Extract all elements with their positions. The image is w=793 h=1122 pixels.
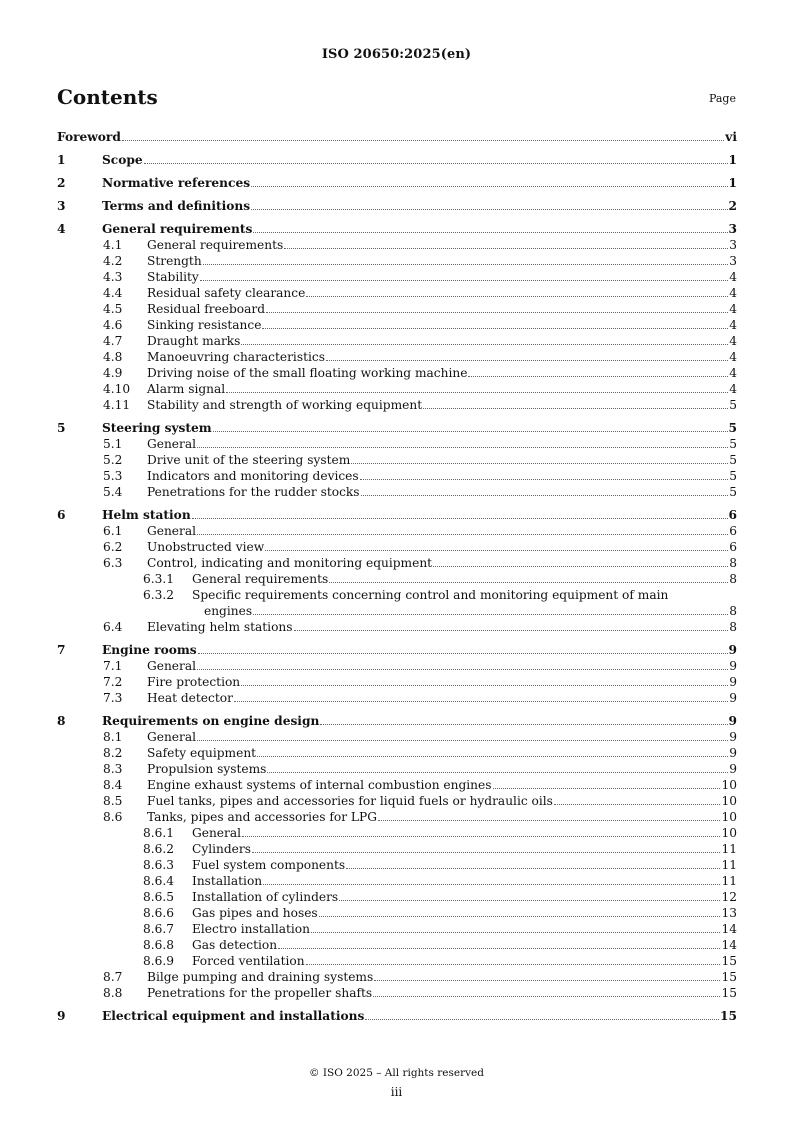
toc-entry-page: 3 — [729, 238, 737, 252]
toc-entry-title: Stability and strength of working equipment — [147, 398, 423, 412]
toc-entry-page: 4 — [729, 286, 737, 300]
toc-entry-page: 15 — [720, 1009, 737, 1023]
toc-entry-title: Sinking resistance — [147, 318, 262, 332]
toc-entry-page: 12 — [721, 890, 737, 904]
toc-entry-title: Heat detector — [147, 691, 233, 705]
toc-entry-title: Electro installation — [192, 922, 310, 936]
toc-entry-title: General — [192, 826, 241, 840]
toc-entry-number: 8.4 — [103, 778, 123, 792]
toc-entry-number: 2 — [57, 176, 66, 190]
toc-entry-title: Strength — [147, 254, 202, 268]
toc-entry-number: 5.1 — [103, 437, 123, 451]
toc-entry-page: 2 — [728, 199, 737, 213]
toc-entry[interactable] — [57, 953, 737, 969]
toc-entry-page: 8 — [729, 620, 737, 634]
toc-entry-page: 8 — [729, 604, 737, 618]
toc-entry[interactable] — [57, 1008, 737, 1024]
toc-entry-title: Fire protection — [147, 675, 241, 689]
toc-entry-number: 4.2 — [103, 254, 123, 268]
toc-entry-number: 8.6 — [103, 810, 123, 824]
dot-leader — [252, 852, 721, 853]
toc-entry[interactable] — [57, 397, 737, 413]
toc-entry-number: 4.3 — [103, 270, 123, 284]
toc-entry-page: 6 — [729, 540, 737, 554]
dot-leader — [253, 232, 727, 233]
toc-entry-title: Installation of cylinders — [192, 890, 339, 904]
dot-leader — [226, 392, 728, 393]
toc-entry-number: 7.2 — [103, 675, 123, 689]
toc-entry-page: 6 — [728, 508, 737, 522]
toc-entry[interactable] — [57, 619, 737, 635]
toc-entry[interactable] — [57, 237, 737, 253]
toc-entry[interactable] — [57, 761, 737, 777]
dot-leader — [378, 820, 721, 821]
toc-entry-page: 4 — [729, 270, 737, 284]
toc-entry[interactable] — [57, 777, 737, 793]
toc-entry-number: 5.2 — [103, 453, 123, 467]
dot-leader — [241, 685, 728, 686]
toc-entry[interactable] — [57, 507, 737, 523]
toc-entry-title: Safety equipment — [147, 746, 257, 760]
dot-leader — [251, 209, 727, 210]
dot-leader — [311, 932, 721, 933]
toc-entry[interactable] — [57, 642, 737, 658]
toc-entry[interactable] — [57, 269, 737, 285]
toc-entry-title: Draught marks — [147, 334, 241, 348]
toc-entry[interactable] — [57, 484, 737, 500]
toc-entry[interactable] — [57, 317, 737, 333]
dot-leader — [144, 163, 728, 164]
toc-entry-title: Fuel system components — [192, 858, 346, 872]
toc-entry-number: 9 — [57, 1009, 66, 1023]
toc-entry-page: 15 — [721, 986, 737, 1000]
toc-entry[interactable] — [57, 713, 737, 729]
toc-entry-title: Steering system — [102, 421, 212, 435]
dot-leader — [198, 653, 728, 654]
toc-entry-title: Driving noise of the small floating working machine — [147, 366, 468, 380]
toc-entry-title: Specific requirements concerning control and monitoring equipment of main — [192, 588, 669, 602]
toc-entry-number: 8.6.2 — [143, 842, 175, 856]
toc-entry[interactable] — [57, 889, 737, 905]
toc-entry-number: 5.4 — [103, 485, 123, 499]
toc-entry-page: 11 — [721, 842, 737, 856]
toc-entry[interactable] — [57, 905, 737, 921]
toc-entry-number: 4.10 — [103, 382, 131, 396]
toc-entry[interactable] — [57, 468, 737, 484]
toc-entry-number: 4.11 — [103, 398, 131, 412]
dot-leader — [361, 495, 729, 496]
dot-leader — [493, 788, 721, 789]
toc-entry-title: Gas pipes and hoses — [192, 906, 318, 920]
dot-leader — [339, 900, 720, 901]
toc-entry-number: 8.6.4 — [143, 874, 175, 888]
dot-leader — [284, 248, 728, 249]
dot-leader — [373, 996, 720, 997]
toc-entry[interactable] — [57, 674, 737, 690]
toc-entry-number: 1 — [57, 153, 66, 167]
toc-entry-page: 11 — [721, 874, 737, 888]
toc-entry-title: Bilge pumping and draining systems — [147, 970, 374, 984]
toc-entry-title: Foreword — [57, 130, 121, 144]
toc-entry[interactable] — [57, 175, 737, 191]
dot-leader — [234, 701, 728, 702]
toc-entry-page: 5 — [729, 469, 737, 483]
toc-entry-page: 9 — [729, 730, 737, 744]
toc-entry-number: 4.5 — [103, 302, 123, 316]
toc-entry-number: 8.5 — [103, 794, 123, 808]
dot-leader — [374, 980, 720, 981]
toc-entry-page: 14 — [721, 922, 737, 936]
toc-entry-number: 8.2 — [103, 746, 123, 760]
dot-leader — [468, 376, 728, 377]
toc-entry-number: 4.9 — [103, 366, 123, 380]
toc-entry[interactable] — [57, 690, 737, 706]
toc-entry-title: Penetrations for the rudder stocks — [147, 485, 360, 499]
dot-leader — [319, 916, 721, 917]
page-title: Contents — [57, 85, 158, 109]
toc-entry[interactable] — [57, 985, 737, 1001]
toc-entry-page: 6 — [729, 524, 737, 538]
toc-entry-title: Helm station — [102, 508, 191, 522]
document-id-header: ISO 20650:2025(en) — [321, 47, 472, 62]
toc-entry-number: 8.3 — [103, 762, 123, 776]
page-column-label: Page — [708, 92, 736, 105]
toc-entry[interactable] — [57, 523, 737, 539]
dot-leader — [554, 804, 721, 805]
toc-entry-number: 4.7 — [103, 334, 123, 348]
dot-leader — [365, 1019, 719, 1020]
toc-entry-title: Installation — [192, 874, 263, 888]
dot-leader — [329, 582, 728, 583]
toc-entry-title: General — [147, 524, 196, 538]
toc-entry-title: engines — [204, 604, 253, 618]
toc-entry-page: 10 — [721, 794, 737, 808]
toc-entry-title: General requirements — [147, 238, 284, 252]
dot-leader — [360, 479, 729, 480]
toc-entry-number: 6.4 — [103, 620, 123, 634]
toc-entry-title: Electrical equipment and installations — [102, 1009, 365, 1023]
toc-entry-title: General requirements — [102, 222, 253, 236]
dot-leader — [326, 360, 728, 361]
dot-leader — [263, 884, 720, 885]
toc-entry-title: Cylinders — [192, 842, 251, 856]
toc-entry-title: Residual safety clearance — [147, 286, 306, 300]
toc-entry-page: 4 — [729, 302, 737, 316]
toc-entry-page: 10 — [721, 826, 737, 840]
dot-leader — [306, 964, 721, 965]
toc-entry-title: Alarm signal — [147, 382, 226, 396]
dot-leader — [320, 724, 727, 725]
toc-entry[interactable] — [57, 857, 737, 873]
toc-entry-number: 8.6.5 — [143, 890, 175, 904]
toc-entry-number: 6.3.1 — [143, 572, 175, 586]
toc-entry-title: Requirements on engine design — [102, 714, 320, 728]
toc-entry[interactable] — [57, 571, 737, 587]
toc-entry-title: Drive unit of the steering system — [147, 453, 351, 467]
page-number: iii — [390, 1085, 403, 1099]
toc-entry-page: 13 — [721, 906, 737, 920]
toc-entry-number: 4.8 — [103, 350, 123, 364]
dot-leader — [242, 836, 720, 837]
toc-entry-page: 9 — [728, 714, 737, 728]
toc-entry-title: General requirements — [192, 572, 329, 586]
toc-entry-page: 8 — [729, 572, 737, 586]
dot-leader — [251, 186, 727, 187]
toc-entry-number: 4.1 — [103, 238, 123, 252]
toc-entry-number: 8.1 — [103, 730, 123, 744]
toc-entry[interactable] — [57, 285, 737, 301]
toc-entry[interactable] — [57, 152, 737, 168]
toc-entry-number: 7.3 — [103, 691, 123, 705]
toc-entry[interactable] — [57, 921, 737, 937]
toc-entry-page: 5 — [728, 421, 737, 435]
toc-entry-number: 8.6.9 — [143, 954, 175, 968]
toc-entry-title: General — [147, 730, 196, 744]
toc-entry-number: 8.6.3 — [143, 858, 175, 872]
dot-leader — [294, 630, 729, 631]
toc-entry[interactable] — [57, 825, 737, 841]
toc-entry-title: General — [147, 437, 196, 451]
toc-entry[interactable] — [57, 129, 737, 145]
toc-entry[interactable] — [57, 452, 737, 468]
toc-entry[interactable] — [57, 436, 737, 452]
toc-entry-number: 6.3.2 — [143, 588, 175, 602]
toc-entry[interactable] — [57, 420, 737, 436]
toc-entry[interactable] — [57, 745, 737, 761]
toc-entry-number: 8.6.6 — [143, 906, 175, 920]
dot-leader — [306, 296, 728, 297]
toc-entry-number: 6.2 — [103, 540, 123, 554]
toc-entry-number: 7.1 — [103, 659, 123, 673]
toc-entry-page: 9 — [729, 675, 737, 689]
toc-entry-page: 9 — [729, 762, 737, 776]
toc-entry[interactable] — [57, 221, 737, 237]
toc-entry-title: Manoeuvring characteristics — [147, 350, 325, 364]
toc-entry[interactable] — [57, 729, 737, 745]
dot-leader — [200, 280, 728, 281]
toc-entry-title: General — [147, 659, 196, 673]
toc-entry-title: Gas detection — [192, 938, 278, 952]
toc-entry[interactable] — [57, 365, 737, 381]
dot-leader — [257, 756, 728, 757]
dot-leader — [122, 140, 724, 141]
toc-entry-page: 11 — [721, 858, 737, 872]
toc-entry-title: Indicators and monitoring devices — [147, 469, 359, 483]
toc-entry-page: 3 — [728, 222, 737, 236]
copyright-notice: © ISO 2025 – All rights reserved — [309, 1067, 484, 1079]
toc-entry-title: Tanks, pipes and accessories for LPG — [147, 810, 377, 824]
dot-leader — [241, 344, 728, 345]
toc-entry-page: 10 — [721, 778, 737, 792]
dot-leader — [278, 948, 720, 949]
toc-entry-title: Engine exhaust systems of internal combustion engines — [147, 778, 492, 792]
toc-entry-title: Scope — [102, 153, 143, 167]
dot-leader — [262, 328, 728, 329]
toc-entry-title: Stability — [147, 270, 199, 284]
toc-entry-page: 9 — [728, 643, 737, 657]
toc-entry-page: 4 — [729, 334, 737, 348]
toc-entry-number: 4.4 — [103, 286, 123, 300]
toc-entry-page: 9 — [729, 659, 737, 673]
toc-entry-page: 5 — [729, 398, 737, 412]
dot-leader — [197, 534, 728, 535]
toc-entry-number: 5 — [57, 421, 66, 435]
dot-leader — [203, 264, 729, 265]
dot-leader — [433, 566, 728, 567]
dot-leader — [253, 614, 728, 615]
toc-entry[interactable] — [57, 333, 737, 349]
dot-leader — [265, 550, 728, 551]
toc-entry-page: 1 — [728, 176, 737, 190]
toc-entry-title: Engine rooms — [102, 643, 197, 657]
dot-leader — [351, 463, 728, 464]
toc-entry[interactable] — [57, 253, 737, 269]
dot-leader — [267, 772, 728, 773]
dot-leader — [213, 431, 728, 432]
dot-leader — [266, 312, 728, 313]
toc-entry-number: 6.3 — [103, 556, 123, 570]
toc-entry-title: Propulsion systems — [147, 762, 267, 776]
dot-leader — [192, 518, 728, 519]
toc-entry[interactable] — [57, 349, 737, 365]
toc-entry[interactable] — [57, 937, 737, 953]
toc-entry-number: 8 — [57, 714, 66, 728]
toc-entry-title: Residual freeboard — [147, 302, 266, 316]
dot-leader — [423, 408, 728, 409]
toc-entry-page: 4 — [729, 318, 737, 332]
toc-entry-number: 8.6.7 — [143, 922, 175, 936]
toc-entry-number: 7 — [57, 643, 66, 657]
toc-entry[interactable] — [57, 969, 737, 985]
toc-entry[interactable] — [57, 793, 737, 809]
toc-entry-page: 1 — [728, 153, 737, 167]
toc-entry-page: 5 — [729, 453, 737, 467]
toc-entry-number: 6 — [57, 508, 66, 522]
toc-entry-number: 8.6.1 — [143, 826, 175, 840]
toc-entry-title: Elevating helm stations — [147, 620, 293, 634]
toc-entry-number: 4.6 — [103, 318, 123, 332]
dot-leader — [197, 669, 728, 670]
toc-entry-title: Control, indicating and monitoring equipment — [147, 556, 433, 570]
toc-entry[interactable] — [57, 539, 737, 555]
toc-entry-number: 6.1 — [103, 524, 123, 538]
toc-entry[interactable] — [57, 841, 737, 857]
toc-entry-title: Normative references — [102, 176, 251, 190]
toc-entry-page: vi — [725, 130, 737, 144]
toc-entry-number: 8.8 — [103, 986, 123, 1000]
toc-entry[interactable] — [57, 555, 737, 571]
toc-entry-page: 15 — [721, 954, 737, 968]
toc-entry[interactable] — [57, 658, 737, 674]
toc-entry[interactable] — [57, 587, 737, 619]
toc-entry-page: 14 — [721, 938, 737, 952]
toc-entry-title: Penetrations for the propeller shafts — [147, 986, 373, 1000]
toc-entry-page: 15 — [721, 970, 737, 984]
toc-entry-title: Unobstructed view — [147, 540, 265, 554]
toc-entry-page: 4 — [729, 366, 737, 380]
toc-entry-page: 9 — [729, 746, 737, 760]
toc-entry-page: 5 — [729, 485, 737, 499]
toc-entry[interactable] — [57, 198, 737, 214]
toc-entry-page: 8 — [729, 556, 737, 570]
toc-entry-title: Terms and definitions — [102, 199, 251, 213]
toc-entry-page: 10 — [721, 810, 737, 824]
dot-leader — [197, 447, 728, 448]
toc-entry[interactable] — [57, 873, 737, 889]
toc-entry-page: 4 — [729, 350, 737, 364]
toc-entry-title: Fuel tanks, pipes and accessories for liquid fuels or hydraulic oils — [147, 794, 553, 808]
toc-entry-page: 5 — [729, 437, 737, 451]
toc-entry-page: 3 — [729, 254, 737, 268]
toc-entry-number: 8.6.8 — [143, 938, 175, 952]
toc-entry-number: 4 — [57, 222, 66, 236]
toc-entry-number: 8.7 — [103, 970, 123, 984]
toc-entry[interactable] — [57, 301, 737, 317]
toc-entry-number: 3 — [57, 199, 66, 213]
dot-leader — [346, 868, 720, 869]
toc-entry-page: 9 — [729, 691, 737, 705]
toc-entry[interactable] — [57, 809, 737, 825]
toc-entry-number: 5.3 — [103, 469, 123, 483]
toc-entry[interactable] — [57, 381, 737, 397]
dot-leader — [197, 740, 728, 741]
toc-entry-title: Forced ventilation — [192, 954, 305, 968]
toc-entry-page: 4 — [729, 382, 737, 396]
